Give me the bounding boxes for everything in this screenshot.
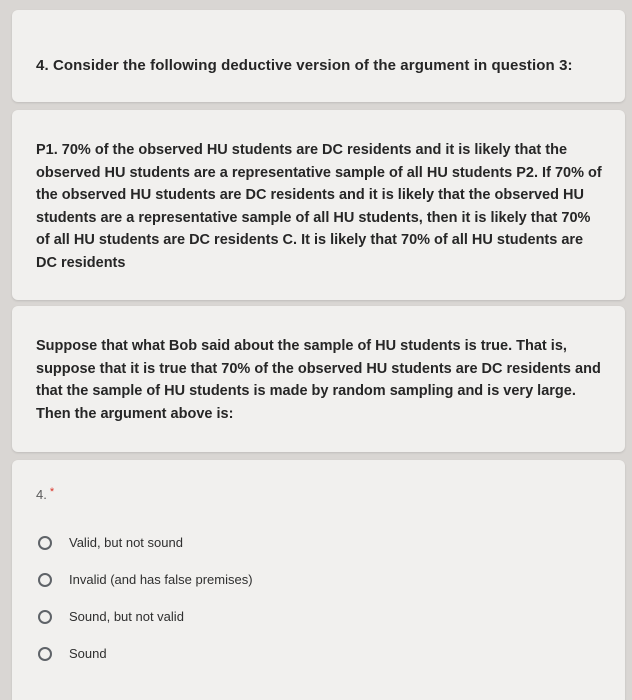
- question-card: [12, 460, 625, 700]
- question-label: [36, 487, 54, 502]
- option-label: Sound: [69, 646, 107, 661]
- option-invalid[interactable]: [38, 572, 253, 587]
- scenario-card: [12, 306, 625, 452]
- argument-card: [12, 110, 625, 300]
- option-label: Valid, but not sound: [69, 535, 183, 550]
- option-sound[interactable]: [38, 646, 107, 661]
- radio-button[interactable]: [38, 536, 52, 550]
- section-title-card: [12, 10, 625, 102]
- required-marker: *: [49, 486, 55, 498]
- option-valid-not-sound[interactable]: [38, 535, 183, 550]
- radio-button[interactable]: [38, 647, 52, 661]
- radio-button[interactable]: [38, 610, 52, 624]
- section-title: 4. Consider the following deductive version of the argument in question 3:: [36, 57, 573, 74]
- option-sound-not-valid[interactable]: [38, 609, 184, 624]
- question-number: 4.: [36, 487, 47, 502]
- scenario-text: Suppose that what Bob said about the sample of HU students is true. That is, suppose that it is true that 70% of the observed HU students are DC residents and that the sample of HU students is made by random sampling and is very large. Then the argument above is:: [36, 338, 601, 422]
- radio-button[interactable]: [38, 573, 52, 587]
- option-label: Sound, but not valid: [69, 609, 184, 624]
- argument-text: P1. 70% of the observed HU students are DC residents and it is likely that the observed HU students are a representative sample of all HU students P2. If 70% of the observed HU students are DC residents and it is likely that the observed HU students are a representative sample of all HU students, then it is likely that 70% of all HU students are DC residents C. It is likely that 70% of all HU students are DC residents: [36, 142, 602, 271]
- option-label: Invalid (and has false premises): [69, 572, 253, 587]
